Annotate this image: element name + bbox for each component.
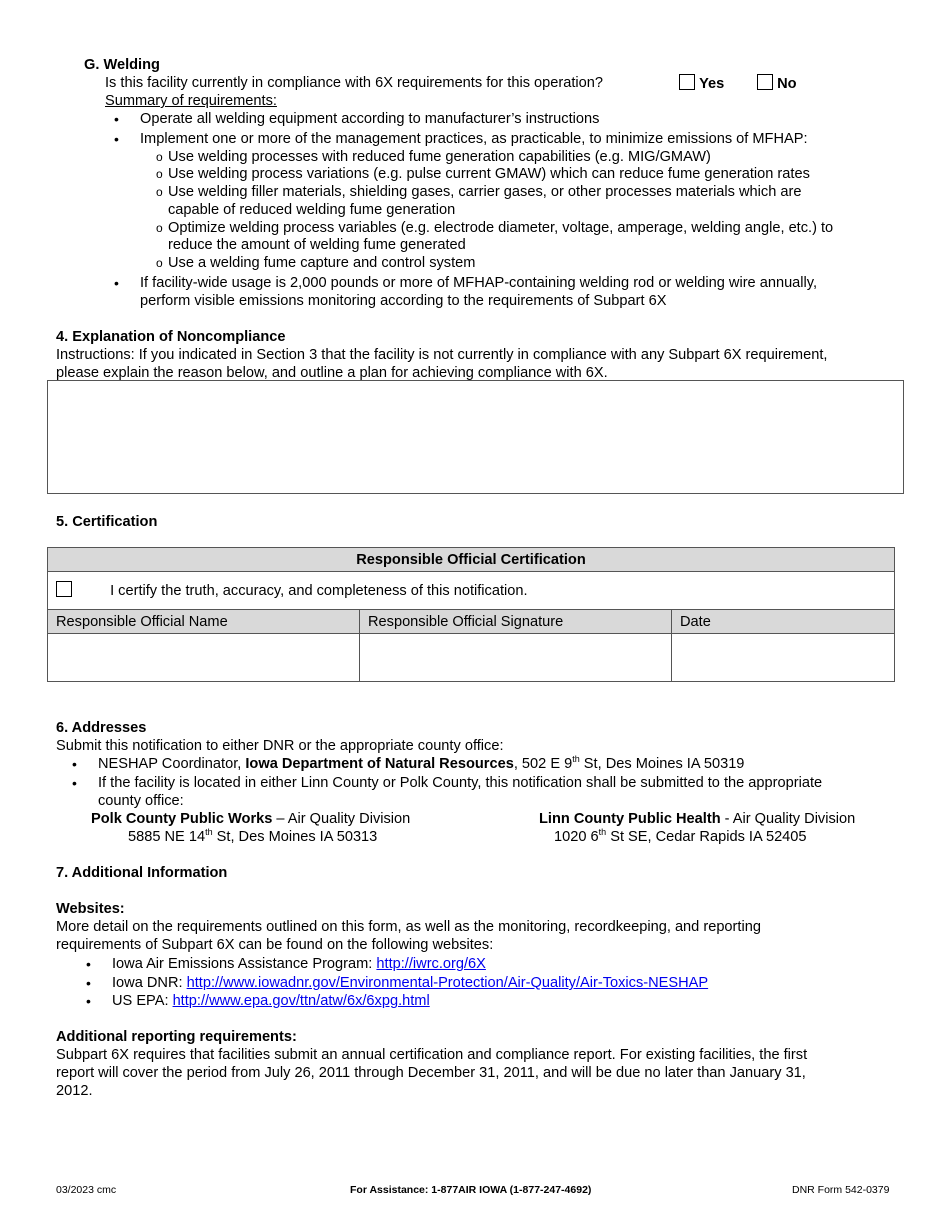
yes-checkbox[interactable] [679,74,695,90]
certify-checkbox[interactable] [56,581,72,597]
polk-county-office: Polk County Public Works – Air Quality Division [91,811,411,827]
yes-label: Yes [699,76,725,92]
address-bullet-cont: county office: [98,793,184,809]
no-label: No [777,76,797,92]
website-item: • US EPA: http://www.epa.gov/ttn/atw/6x/6xpg.html [112,992,430,1010]
practice-item-cont: capable of reduced welding fume generation [168,202,456,218]
summary-label: Summary of requirements: [105,93,277,109]
section-6-heading: 6. Addresses [56,720,147,736]
polk-county-address: 5885 NE 14th St, Des Moines IA 50313 [128,827,378,845]
section-g-heading: G. Welding [84,57,160,73]
section-6-intro: Submit this notification to either DNR or the appropriate county office: [56,738,504,754]
no-option[interactable] [757,74,797,93]
reporting-text: Subpart 6X requires that facilities submit an annual certification and compliance report. For existing facilities, the first [56,1047,808,1063]
official-name-field[interactable] [48,634,360,682]
websites-heading: Websites: [56,901,125,917]
section-5-heading: 5. Certification [56,514,158,530]
reporting-text-cont: report will cover the period from July 26, 2011 through December 31, 2011, and will be due no later than January 31, [56,1065,806,1081]
section-4-instructions-cont: please explain the reason below, and outline a plan for achieving compliance with 6X. [56,365,608,381]
practice-item-cont: reduce the amount of welding fume generated [168,237,466,253]
us-epa-link[interactable]: http://www.epa.gov/ttn/atw/6x/6xpg.html [172,993,430,1009]
address-bullet: • NESHAP Coordinator, Iowa Department of Natural Resources, 502 E 9th St, Des Moines IA 50319 [98,755,744,773]
col-header-date: Date [672,610,895,634]
practice-item: o Optimize welding process variables (e.g. electrode diameter, voltage, amperage, welding angle, etc.) to [168,219,833,237]
website-item: • Iowa DNR: http://www.iowadnr.gov/Environmental-Protection/Air-Quality/Air-Toxics-NESHAP [112,974,708,992]
official-signature-field[interactable] [360,634,672,682]
certification-table-title: Responsible Official Certification [48,548,895,572]
linn-county-office: Linn County Public Health - Air Quality Division [539,811,856,827]
linn-county-address: 1020 6th St SE, Cedar Rapids IA 52405 [554,827,807,845]
iwrc-link[interactable]: http://iwrc.org/6X [376,956,486,972]
practice-item: o Use welding process variations (e.g. pulse current GMAW) which can reduce fume generation rates [168,165,810,183]
practice-item: o Use welding processes with reduced fume generation capabilities (e.g. MIG/GMAW) [168,148,711,166]
websites-intro-cont: requirements of Subpart 6X can be found on the following websites: [56,937,494,953]
reporting-heading: Additional reporting requirements: [56,1029,297,1045]
section-7-heading: 7. Additional Information [56,865,228,881]
footer-form-number: DNR Form 542-0379 [792,1184,890,1196]
requirement-bullet: • Implement one or more of the management practices, as practicable, to minimize emissions of MFHAP: [140,130,808,148]
col-header-signature: Responsible Official Signature [360,610,672,634]
website-item: • Iowa Air Emissions Assistance Program: http://iwrc.org/6X [112,955,486,973]
compliance-question: Is this facility currently in compliance with 6X requirements for this operation? [105,75,604,91]
address-bullet: • If the facility is located in either Linn County or Polk County, this notification shall be submitted to the appropriate [98,774,822,792]
requirement-bullet-cont: perform visible emissions monitoring according to the requirements of Subpart 6X [140,293,667,309]
section-4-heading: 4. Explanation of Noncompliance [56,329,286,345]
requirement-bullet: • Operate all welding equipment according to manufacturer’s instructions [140,110,599,128]
certify-row [48,572,895,610]
section-4-instructions: Instructions: If you indicated in Section 3 that the facility is not currently in compliance with any Subpart 6X requirement, [56,347,828,363]
requirement-bullet: • If facility-wide usage is 2,000 pounds or more of MFHAP-containing welding rod or welding wire annually, [140,274,817,292]
certification-table [47,547,895,682]
noncompliance-explanation-field[interactable] [47,380,904,494]
footer-revision: 03/2023 cmc [56,1184,117,1196]
practice-item: o Use a welding fume capture and control system [168,254,475,272]
dnr-name: Iowa Department of Natural Resources [245,756,514,772]
yes-option[interactable] [679,74,724,93]
websites-intro: More detail on the requirements outlined on this form, as well as the monitoring, recordkeeping, and reporting [56,919,761,935]
footer-assistance: For Assistance: 1-877AIR IOWA (1-877-247-4692) [350,1184,592,1196]
iowa-dnr-link[interactable]: http://www.iowadnr.gov/Environmental-Protection/Air-Quality/Air-Toxics-NESHAP [186,975,709,991]
certify-text: I certify the truth, accuracy, and completeness of this notification. [110,583,528,599]
reporting-text-cont: 2012. [56,1083,93,1099]
practice-item: o Use welding filler materials, shielding gases, carrier gases, or other processes materials which are [168,183,801,201]
no-checkbox[interactable] [757,74,773,90]
col-header-name: Responsible Official Name [48,610,360,634]
date-field[interactable] [672,634,895,682]
